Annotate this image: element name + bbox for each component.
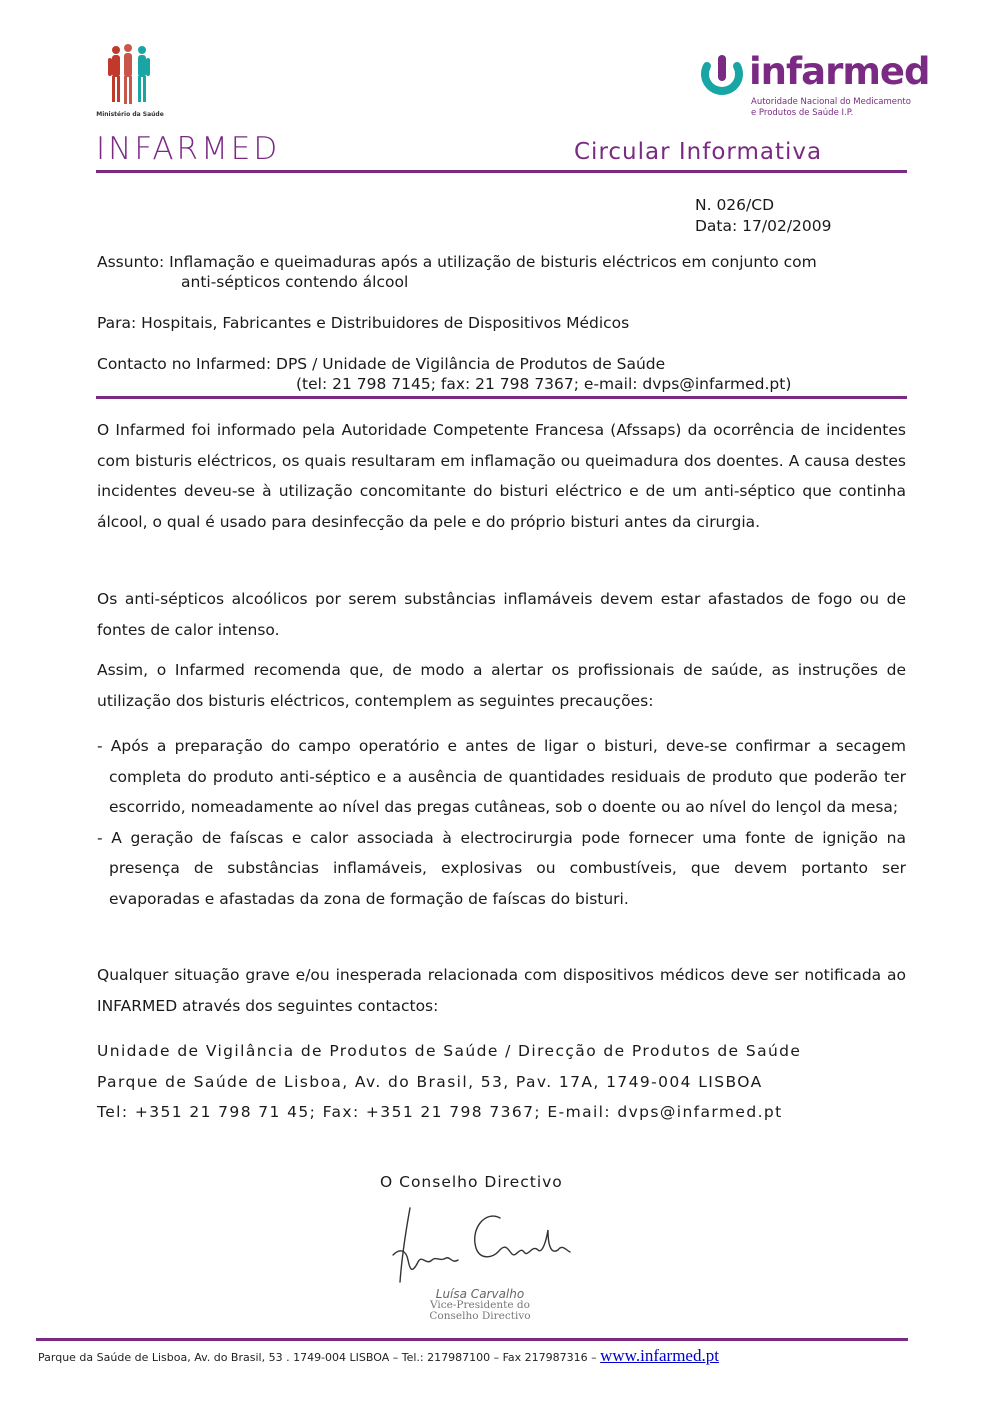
contact-line-2: (tel: 21 798 7145; fax: 21 798 7367; e-mail: dvps@infarmed.pt) (296, 375, 792, 393)
address-line-3: Tel: +351 21 798 71 45; Fax: +351 21 798 7367; E-mail: dvps@infarmed.pt (97, 1103, 783, 1121)
contact-line-1: Contacto no Infarmed: DPS / Unidade de Vigilância de Produtos de Saúde (97, 355, 666, 373)
infarmed-wordmark: infarmed (749, 50, 930, 93)
stamp-role-1: Vice-Presidente do (430, 1299, 530, 1311)
header-title: INFARMED (96, 131, 281, 167)
recipients-field: Para: Hospitais, Fabricantes e Distribuidores de Dispositivos Médicos (97, 314, 630, 332)
stamp-role-2: Conselho Directivo (429, 1310, 531, 1322)
contact-field (97, 354, 897, 394)
infarmed-logo-icon (697, 52, 747, 102)
body-paragraph-2: Os anti-sépticos alcoólicos por serem substâncias inflamáveis devem estar afastados de fogo ou de fontes de calor intenso. (97, 590, 906, 639)
body-paragraph-4: Qualquer situação grave e/ou inesperada relacionada com dispositivos médicos deve ser notificada ao INFARMED através dos seguintes contactos: (97, 966, 906, 1015)
handwritten-signature-icon (388, 1200, 588, 1290)
subject-line-1: Assunto: Inflamação e queimaduras após a utilização de bisturis eléctricos em conjunto com (97, 253, 817, 271)
signature-stamp (420, 1289, 540, 1322)
stamp-name: Luísa Carvalho (435, 1287, 525, 1301)
closing-signatory: O Conselho Directivo (380, 1173, 563, 1191)
list-item: - A geração de faíscas e calor associada à electrocirurgia pode fornecer uma fonte de ignição na presença de substâncias inflamáveis, explosivas ou combustíveis, que devem portanto ser evaporadas e afastadas da zona de formação de faíscas do bisturi. (97, 828, 906, 908)
circular-date: Data: 17/02/2009 (695, 217, 832, 235)
ministerio-da-saude-logo-icon (102, 42, 158, 120)
fields-divider (96, 396, 907, 399)
circular-meta (695, 195, 832, 237)
address-line-1: Unidade de Vigilância de Produtos de Saúde / Direcção de Produtos de Saúde (97, 1042, 802, 1060)
footer-website-link[interactable]: www.infarmed.pt (600, 1346, 719, 1365)
infarmed-tagline (751, 97, 911, 119)
list-item: - Após a preparação do campo operatório e antes de ligar o bisturi, deve-se confirmar a secagem completa do produto anti-séptico e a ausência de quantidades residuais de produto que poderão ter escorrido, nomeadamente ao nível das pregas cutâneas, sob o doente ou ao nível do lençol da mesa; (97, 737, 906, 816)
circular-number: N. 026/CD (695, 196, 775, 214)
header-divider (96, 170, 907, 173)
footer-address: Parque da Saúde de Lisboa, Av. do Brasil, 53 . 1749-004 LISBOA – Tel.: 217987100 – Fax 217987316 – (38, 1351, 601, 1364)
address-line-2: Parque de Saúde de Lisboa, Av. do Brasil, 53, Pav. 17A, 1749-004 LISBOA (97, 1072, 763, 1091)
subject-field (97, 252, 897, 292)
tagline-line-1: Autoridade Nacional do Medicamento (751, 97, 911, 107)
tagline-line-2: e Produtos de Saúde I.P. (751, 108, 854, 118)
footer (38, 1346, 719, 1366)
header-document-type: Circular Informativa (574, 139, 823, 165)
precautions-list (97, 731, 906, 914)
ministry-caption: Ministério da Saúde (96, 111, 164, 118)
body-paragraph-3: Assim, o Infarmed recomenda que, de modo a alertar os profissionais de saúde, as instruções de utilização dos bisturis eléctricos, contemplem as seguintes precauções: (97, 661, 906, 710)
subject-line-2: anti-sépticos contendo álcool (181, 273, 409, 291)
contact-address-block (97, 1036, 801, 1128)
body-paragraph-1: O Infarmed foi informado pela Autoridade Competente Francesa (Afssaps) da ocorrência de incidentes com bisturis eléctricos, os quais resultaram em inflamação ou queimadura dos doentes. A causa destes incidentes deveu-se à utilização concomitante do bisturi eléctrico e de um anti-séptico que continha álcool, o qual é usado para desinfecção da pele e do próprio bisturi antes da cirurgia. (97, 421, 906, 531)
footer-divider (36, 1338, 908, 1341)
